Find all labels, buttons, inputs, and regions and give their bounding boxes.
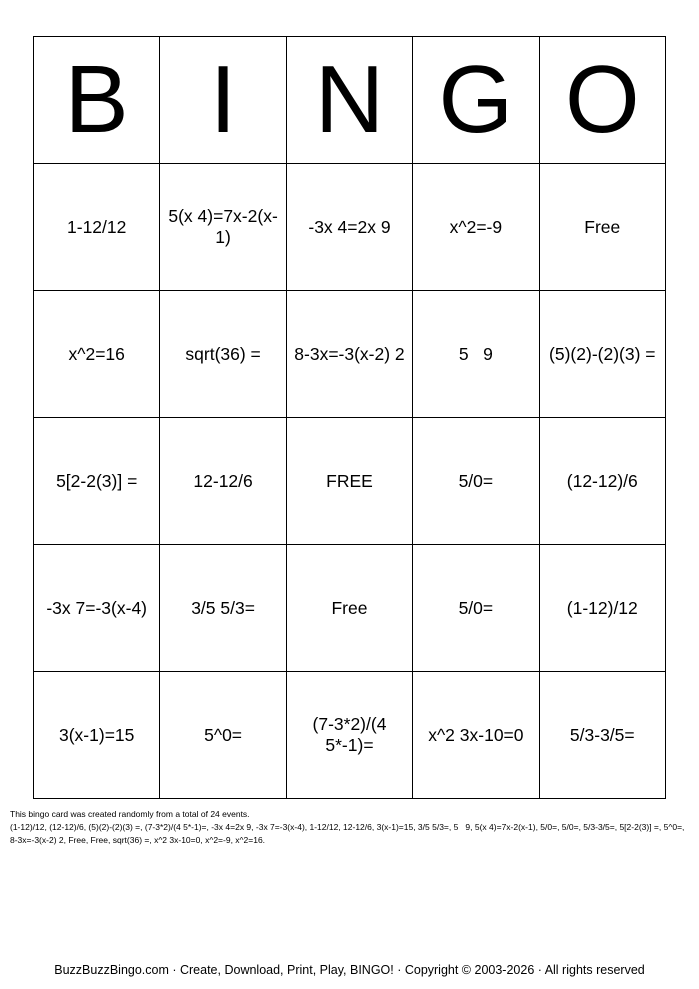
bingo-row xyxy=(34,672,666,799)
bingo-cell: (1-12)/12 xyxy=(539,545,665,672)
bingo-cell: -3x 7=-3(x-4) xyxy=(34,545,160,672)
bingo-cell: 1-12/12 xyxy=(34,164,160,291)
header-letter-o: O xyxy=(539,37,665,164)
bingo-cell: (5)(2)-(2)(3) = xyxy=(539,291,665,418)
bingo-cell: 5/3-3/5= xyxy=(539,672,665,799)
header-letter-b: B xyxy=(34,37,160,164)
bingo-cell: (12-12)/6 xyxy=(539,418,665,545)
bingo-cell: Free xyxy=(539,164,665,291)
header-letter-g: G xyxy=(413,37,539,164)
bingo-cell: 12-12/6 xyxy=(160,418,286,545)
bingo-cell: (7-3*2)/(4 5*-1)= xyxy=(286,672,412,799)
bingo-cell: x^2=16 xyxy=(34,291,160,418)
bingo-row xyxy=(34,545,666,672)
bingo-cell: 5(x 4)=7x-2(x-1) xyxy=(160,164,286,291)
bingo-cell: Free xyxy=(286,545,412,672)
bingo-cell: 5/0= xyxy=(413,418,539,545)
bingo-header-row xyxy=(34,37,666,164)
bingo-cell: x^2 3x-10=0 xyxy=(413,672,539,799)
bingo-cell: 5 9 xyxy=(413,291,539,418)
page-footer: BuzzBuzzBingo.com · Create, Download, Print, Play, BINGO! · Copyright © 2003-2026 · All rights reserved xyxy=(54,963,645,977)
bingo-cell: sqrt(36) = xyxy=(160,291,286,418)
bingo-cell: 5/0= xyxy=(413,545,539,672)
bingo-cell: 3(x-1)=15 xyxy=(34,672,160,799)
card-info-event-list: (1-12)/12, (12-12)/6, (5)(2)-(2)(3) =, (7-3*2)/(4 5*-1)=, -3x 4=2x 9, -3x 7=-3(x-4), 1-12/12, 12-12/6, 3(x-1)=15, 3/5 5/3=, 5 9, 5(x 4)=7x-2(x-1), 5/0=, 5/0=, 5/3-3/5=, 5[2-2(3)] =, 5^0=, 8-3x=-3(x-2) 2, Free, Free, sqrt(36) =, x^2 3x-10=0, x^2=-9, x^2=16. xyxy=(10,822,687,845)
card-info-note xyxy=(10,808,694,847)
bingo-cell-free: FREE xyxy=(286,418,412,545)
bingo-row xyxy=(34,164,666,291)
bingo-cell: 3/5 5/3= xyxy=(160,545,286,672)
bingo-cell: -3x 4=2x 9 xyxy=(286,164,412,291)
bingo-cell: x^2=-9 xyxy=(413,164,539,291)
bingo-row xyxy=(34,418,666,545)
bingo-cell: 5^0= xyxy=(160,672,286,799)
bingo-cell: 5[2-2(3)] = xyxy=(34,418,160,545)
bingo-row xyxy=(34,291,666,418)
header-letter-n: N xyxy=(286,37,412,164)
bingo-card xyxy=(33,36,666,799)
card-info-intro: This bingo card was created randomly from a total of 24 events. xyxy=(10,809,250,819)
bingo-cell: 8-3x=-3(x-2) 2 xyxy=(286,291,412,418)
header-letter-i: I xyxy=(160,37,286,164)
